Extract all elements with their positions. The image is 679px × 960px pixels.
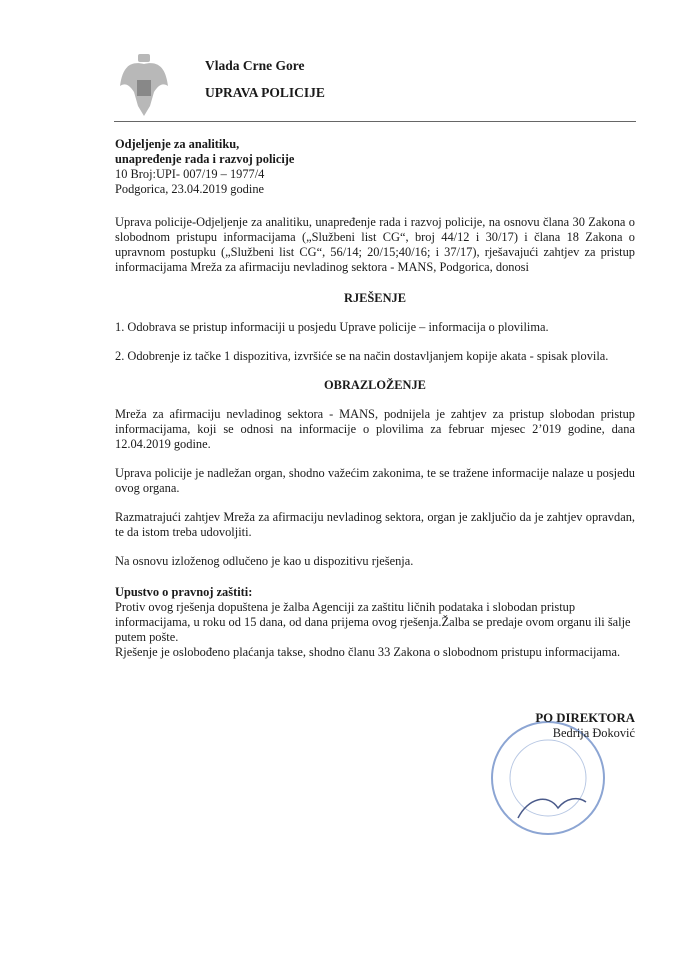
reasoning-title: OBRAZLOŽENJE	[324, 378, 426, 392]
decision-item-1: 1. Odobrava se pristup informaciji u posjedu Uprave policije – informacija o plovilima.	[115, 320, 549, 334]
document-body	[115, 137, 635, 660]
reasoning-paragraph: Uprava policije je nadležan organ, shodno važećim zakonima, te se tražene informacije nalaze u posjedu ovog organa.	[115, 466, 635, 495]
intro-paragraph: Uprava policije-Odjeljenje za analitiku, unapređenje rada i razvoj policije, na osnovu člana 30 Zakona o slobodnom pristupu informacijama („Službeni list CG“, broj 44/12 i 30/17) i člana 18 Zakona o upravnom postupku („Službeni list CG“, 56/14; 20/15;40/16; i 37/17), rješavajući zahtjev za pristup informacijama Mreža za afirmaciju nevladinog sektora - MANS, Podgorica, donosi	[115, 215, 635, 274]
legal-remedy-title: Upustvo o pravnoj zaštiti:	[115, 585, 253, 599]
fee-exemption-text: Rješenje je oslobođeno plaćanja takse, shodno članu 33 Zakona o slobodnom pristupu informacijama.	[115, 645, 621, 659]
reasoning-paragraph: Na osnovu izloženog odlučeno je kao u dispozitivu rješenja.	[115, 554, 414, 568]
signatory-name: Bedrija Đoković	[552, 726, 635, 740]
institution-name: UPRAVA POLICIJE	[205, 85, 325, 100]
legal-remedy-text: Protiv ovog rješenja dopuštena je žalba Agenciji za zaštitu ličnih podataka i slobodan pristup informacijama, u roku od 15 dana, od dana prijema ovog rješenja.Žalba se predaje ovom organu ili šalje putem pošte.	[115, 600, 631, 644]
signature-block	[535, 711, 635, 741]
header-divider	[114, 121, 636, 122]
coat-of-arms-icon	[118, 52, 170, 120]
place-date: Podgorica, 23.04.2019 godine	[115, 182, 265, 196]
legal-remedy-block	[115, 585, 635, 660]
signatory-role: PO DIREKTORA	[535, 711, 635, 725]
reference-number: 10 Broj:UPI- 007/19 – 1977/4	[115, 167, 265, 181]
reasoning-paragraph: Mreža za afirmaciju nevladinog sektora - MANS, podnijela je zahtjev za pristup slobodan pristup informacijama, koji se odnosi na informacije o plovilima za februar mjesec 2’019 godine, dana 12.04.2019 godine.	[115, 407, 635, 451]
department-line: Odjeljenje za analitiku,	[115, 137, 240, 151]
department-block	[115, 137, 635, 197]
decision-title: RJEŠENJE	[344, 291, 406, 305]
department-line: unapređenje rada i razvoj policije	[115, 152, 295, 166]
reasoning-paragraph: Razmatrajući zahtjev Mreža za afirmaciju nevladinog sektora, organ je zaključio da je zahtjev opravdan, te da istom treba udovoljiti.	[115, 510, 635, 539]
decision-item-2: 2. Odobrenje iz tačke 1 dispozitiva, izvršiće se na način dostavljanjem kopije akata - spisak plovila.	[115, 349, 609, 363]
government-name: Vlada Crne Gore	[205, 58, 305, 73]
